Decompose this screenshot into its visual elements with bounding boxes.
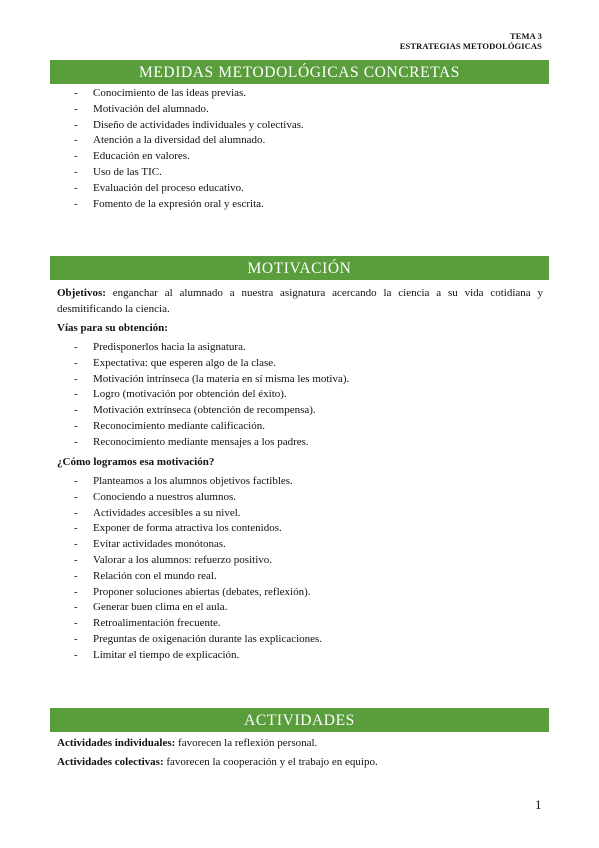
- actividades-individuales: [57, 737, 317, 749]
- dash-bullet: -: [74, 538, 78, 551]
- individuales-label: Actividades individuales:: [57, 737, 176, 749]
- page-number: 1: [535, 797, 542, 812]
- vias-heading: Vías para su obtención:: [57, 322, 168, 334]
- list-item: - Exponer de forma atractiva los contenidos.: [74, 521, 322, 537]
- dash-bullet: -: [74, 601, 78, 614]
- colectivas-text: favorecen la cooperación y el trabajo en equipo.: [163, 756, 378, 768]
- list-item: - Reconocimiento mediante mensajes a los padres.: [74, 435, 349, 451]
- dash-bullet: -: [74, 197, 78, 210]
- header-title: ESTRATEGIAS METODOLÓGICAS: [399, 41, 542, 51]
- list-item: - Planteamos a los alumnos objetivos factibles.: [74, 474, 322, 490]
- dash-bullet: -: [74, 553, 78, 566]
- dash-bullet: -: [74, 150, 78, 163]
- dash-bullet: -: [74, 617, 78, 630]
- dash-bullet: -: [74, 341, 78, 353]
- dash-bullet: -: [74, 165, 78, 178]
- list-item: - Relación con el mundo real.: [74, 569, 322, 585]
- list-item: - Retroalimentación frecuente.: [74, 616, 322, 632]
- list-item: - Fomento de la expresión oral y escrita.: [74, 197, 304, 213]
- dash-bullet: -: [74, 388, 78, 401]
- medidas-list: [74, 86, 304, 212]
- como-heading: ¿Cómo logramos esa motivación?: [57, 456, 215, 468]
- dash-bullet: -: [74, 102, 78, 115]
- dash-bullet: -: [74, 648, 78, 661]
- vias-list: [74, 340, 349, 451]
- list-item: - Conocimiento de las ideas previas.: [74, 86, 304, 102]
- header-topic: TEMA 3: [509, 31, 542, 41]
- list-item: - Uso de las TIC.: [74, 165, 304, 181]
- actividades-colectivas: [57, 756, 378, 768]
- list-item: - Generar buen clima en el aula.: [74, 600, 322, 616]
- dash-bullet: -: [74, 372, 78, 385]
- dash-bullet: -: [74, 134, 78, 147]
- objetivos-paragraph: [57, 286, 543, 317]
- list-item: - Motivación del alumnado.: [74, 102, 304, 118]
- section-heading-motivacion: MOTIVACIÓN: [50, 256, 549, 280]
- list-item: - Atención a la diversidad del alumnado.: [74, 133, 304, 149]
- dash-bullet: -: [74, 506, 78, 519]
- dash-bullet: -: [74, 632, 78, 645]
- list-item: - Expectativa: que esperen algo de la clase.: [74, 356, 349, 372]
- dash-bullet: -: [74, 181, 78, 194]
- section-heading-actividades: ACTIVIDADES: [50, 708, 549, 732]
- dash-bullet: -: [74, 435, 78, 448]
- list-item: - Predisponerlos hacia la asignatura.: [74, 340, 349, 356]
- dash-bullet: -: [74, 522, 78, 535]
- list-item: - Diseño de actividades individuales y colectivas.: [74, 118, 304, 134]
- individuales-text: favorecen la reflexión personal.: [175, 737, 318, 749]
- dash-bullet: -: [74, 87, 78, 99]
- dash-bullet: -: [74, 356, 78, 369]
- list-item: - Logro (motivación por obtención del éxito).: [74, 387, 349, 403]
- colectivas-label: Actividades colectivas:: [57, 756, 164, 768]
- list-item: - Actividades accesibles a su nivel.: [74, 506, 322, 522]
- list-item: - Proponer soluciones abiertas (debates, reflexión).: [74, 585, 322, 601]
- dash-bullet: -: [74, 118, 78, 131]
- list-item: - Motivación extrínseca (obtención de recompensa).: [74, 403, 349, 419]
- como-list: [74, 474, 322, 664]
- dash-bullet: -: [74, 419, 78, 432]
- list-item: - Reconocimiento mediante calificación.: [74, 419, 349, 435]
- dash-bullet: -: [74, 569, 78, 582]
- objetivos-label: Objetivos:: [57, 287, 106, 299]
- dash-bullet: -: [74, 490, 78, 503]
- dash-bullet: -: [74, 404, 78, 417]
- dash-bullet: -: [74, 475, 78, 487]
- dash-bullet: -: [74, 585, 78, 598]
- list-item: - Educación en valores.: [74, 149, 304, 165]
- document-header: [400, 31, 542, 51]
- list-item: - Evitar actividades monótonas.: [74, 537, 322, 553]
- list-item: - Motivación intrínseca (la materia en sí misma les motiva).: [74, 372, 349, 388]
- list-item: - Valorar a los alumnos: refuerzo positivo.: [74, 553, 322, 569]
- list-item: - Evaluación del proceso educativo.: [74, 181, 304, 197]
- objetivos-text: enganchar al alumnado a nuestra asignatura acercando la ciencia a su vida cotidiana y desmitificando la ciencia.: [57, 287, 543, 315]
- section-heading-medidas: MEDIDAS METODOLÓGICAS CONCRETAS: [50, 60, 549, 84]
- list-item: - Limitar el tiempo de explicación.: [74, 648, 322, 664]
- list-item: - Preguntas de oxigenación durante las explicaciones.: [74, 632, 322, 648]
- list-item: - Conociendo a nuestros alumnos.: [74, 490, 322, 506]
